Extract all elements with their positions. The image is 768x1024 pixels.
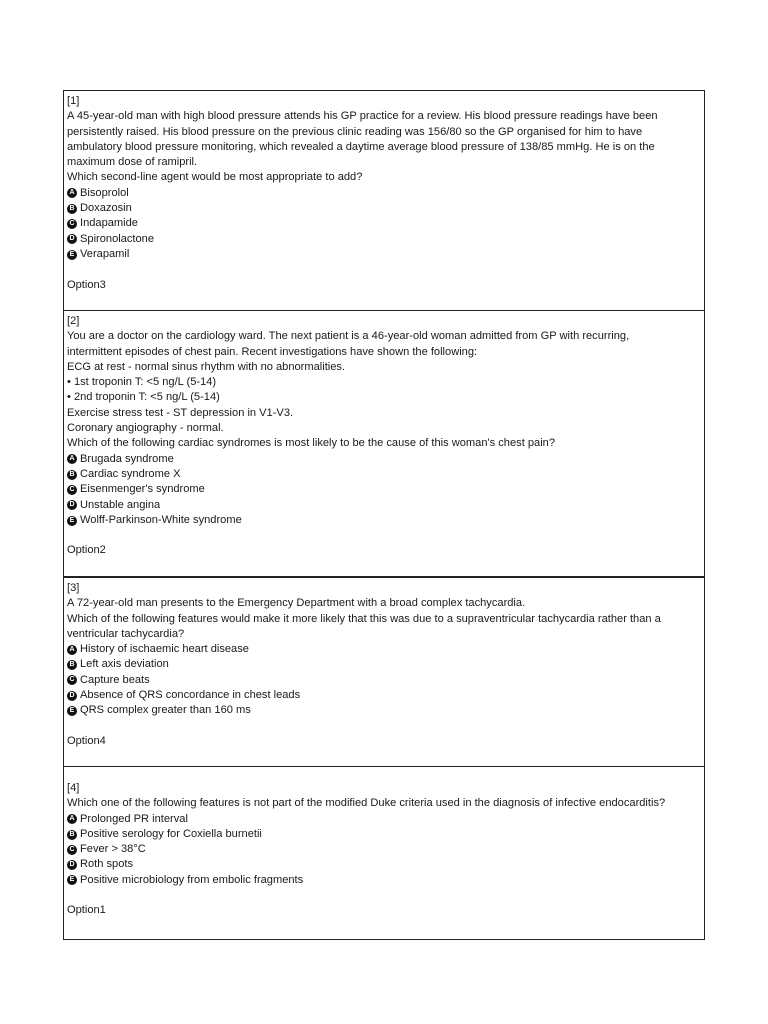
option-a[interactable] — [67, 186, 701, 201]
option-b[interactable] — [67, 467, 701, 482]
question-cell-3 — [64, 578, 704, 767]
question-number: [4] — [67, 782, 80, 794]
spacer — [67, 262, 701, 277]
answer-text: Option4 — [67, 734, 106, 747]
option-letter-icon: D — [67, 860, 77, 870]
question-cell-2 — [64, 311, 704, 578]
option-d[interactable] — [67, 232, 701, 247]
question-number: [3] — [67, 582, 80, 594]
option-a[interactable] — [67, 812, 701, 827]
option-letter-icon: A — [67, 188, 77, 198]
stem-line: Which of the following features would make it more likely that this was due to a supraventricular tachycardia rather than a — [67, 612, 661, 625]
stem-line: You are a doctor on the cardiology ward. The next patient is a 46-year-old woman admitted from GP with recurring, — [67, 330, 630, 343]
answer-text: Option3 — [67, 278, 106, 291]
question-table — [63, 90, 705, 940]
option-text: Wolff-Parkinson-White syndrome — [80, 513, 242, 526]
option-letter-icon: C — [67, 845, 77, 855]
option-text: Prolonged PR interval — [80, 812, 188, 825]
question-prompt: Which of the following cardiac syndromes is most likely to be the cause of this woman's chest pain? — [67, 437, 556, 450]
option-text: Positive serology for Coxiella burnetii — [80, 827, 262, 840]
option-b[interactable] — [67, 657, 701, 672]
option-text: Doxazosin — [80, 202, 132, 215]
spacer — [67, 719, 701, 734]
option-letter-icon: D — [67, 691, 77, 701]
option-letter-icon: A — [67, 645, 77, 655]
option-text: Capture beats — [80, 673, 150, 686]
option-text: Fever > 38°C — [80, 843, 146, 856]
question-prompt: Which second-line agent would be most appropriate to add? — [67, 171, 363, 184]
stem-line: • 2nd troponin T: <5 ng/L (5-14) — [67, 391, 220, 404]
option-letter-icon: B — [67, 470, 77, 480]
stem-line: maximum dose of ramipril. — [67, 156, 198, 169]
option-e[interactable] — [67, 873, 701, 888]
option-letter-icon: E — [67, 875, 77, 885]
stem-line: Which one of the following features is not part of the modified Duke criteria used in the diagnosis of infective endocarditis? — [67, 797, 666, 810]
stem-line: intermittent episodes of chest pain. Recent investigations have shown the following: — [67, 345, 478, 358]
question-cell-1 — [64, 91, 704, 311]
option-letter-icon: B — [67, 660, 77, 670]
option-letter-icon: E — [67, 706, 77, 716]
option-letter-icon: D — [67, 234, 77, 244]
option-text: QRS complex greater than 160 ms — [80, 704, 251, 717]
stem-line: ventricular tachycardia? — [67, 627, 185, 640]
question-number: [2] — [67, 315, 80, 327]
option-e[interactable] — [67, 703, 701, 718]
option-d[interactable] — [67, 498, 701, 513]
option-d[interactable] — [67, 688, 701, 703]
stem-line: ECG at rest - normal sinus rhythm with no abnormalities. — [67, 360, 346, 373]
option-a[interactable] — [67, 642, 701, 657]
option-letter-icon: A — [67, 454, 77, 464]
spacer — [67, 888, 701, 903]
answer-text: Option2 — [67, 544, 106, 557]
stem-line: Coronary angiography - normal. — [67, 422, 224, 435]
option-text: Brugada syndrome — [80, 452, 174, 465]
option-c[interactable] — [67, 842, 701, 857]
option-text: Absence of QRS concordance in chest leads — [80, 689, 301, 702]
stem-line: ambulatory blood pressure monitoring, which revealed a daytime average blood pressure of 138/85 mmHg. He is on the — [67, 140, 655, 153]
option-text: Spironolactone — [80, 232, 155, 245]
option-d[interactable] — [67, 857, 701, 872]
option-text: Roth spots — [80, 858, 134, 871]
spacer — [67, 528, 701, 543]
option-text: Eisenmenger's syndrome — [80, 483, 205, 496]
option-c[interactable] — [67, 216, 701, 231]
option-letter-icon: C — [67, 675, 77, 685]
option-text: Unstable angina — [80, 498, 161, 511]
option-letter-icon: E — [67, 516, 77, 526]
option-letter-icon: C — [67, 219, 77, 229]
option-e[interactable] — [67, 247, 701, 262]
option-text: Cardiac syndrome X — [80, 467, 181, 480]
option-c[interactable] — [67, 673, 701, 688]
option-text: Left axis deviation — [80, 658, 169, 671]
option-b[interactable] — [67, 827, 701, 842]
option-letter-icon: D — [67, 500, 77, 510]
option-letter-icon: C — [67, 485, 77, 495]
option-text: Verapamil — [80, 247, 130, 260]
stem-line: persistently raised. His blood pressure on the previous clinic reading was 156/80 so the GP organised for him to have — [67, 125, 643, 138]
option-a[interactable] — [67, 452, 701, 467]
option-text: History of ischaemic heart disease — [80, 643, 249, 656]
stem-line: A 45-year-old man with high blood pressure attends his GP practice for a review. His blood pressure readings have been — [67, 110, 658, 123]
option-e[interactable] — [67, 513, 701, 528]
stem-line: Exercise stress test - ST depression in V1-V3. — [67, 406, 294, 419]
option-text: Bisoprolol — [80, 186, 129, 199]
question-cell-4 — [64, 767, 704, 940]
option-letter-icon: B — [67, 204, 77, 214]
option-text: Indapamide — [80, 217, 138, 230]
option-text: Positive microbiology from embolic fragments — [80, 873, 304, 886]
answer-text: Option1 — [67, 904, 106, 917]
option-letter-icon: B — [67, 830, 77, 840]
option-letter-icon: E — [67, 250, 77, 260]
option-b[interactable] — [67, 201, 701, 216]
option-letter-icon: A — [67, 814, 77, 824]
stem-line: A 72-year-old man presents to the Emergency Department with a broad complex tachycardia. — [67, 597, 526, 610]
question-number: [1] — [67, 95, 80, 107]
option-c[interactable] — [67, 482, 701, 497]
stem-line: • 1st troponin T: <5 ng/L (5-14) — [67, 376, 217, 389]
